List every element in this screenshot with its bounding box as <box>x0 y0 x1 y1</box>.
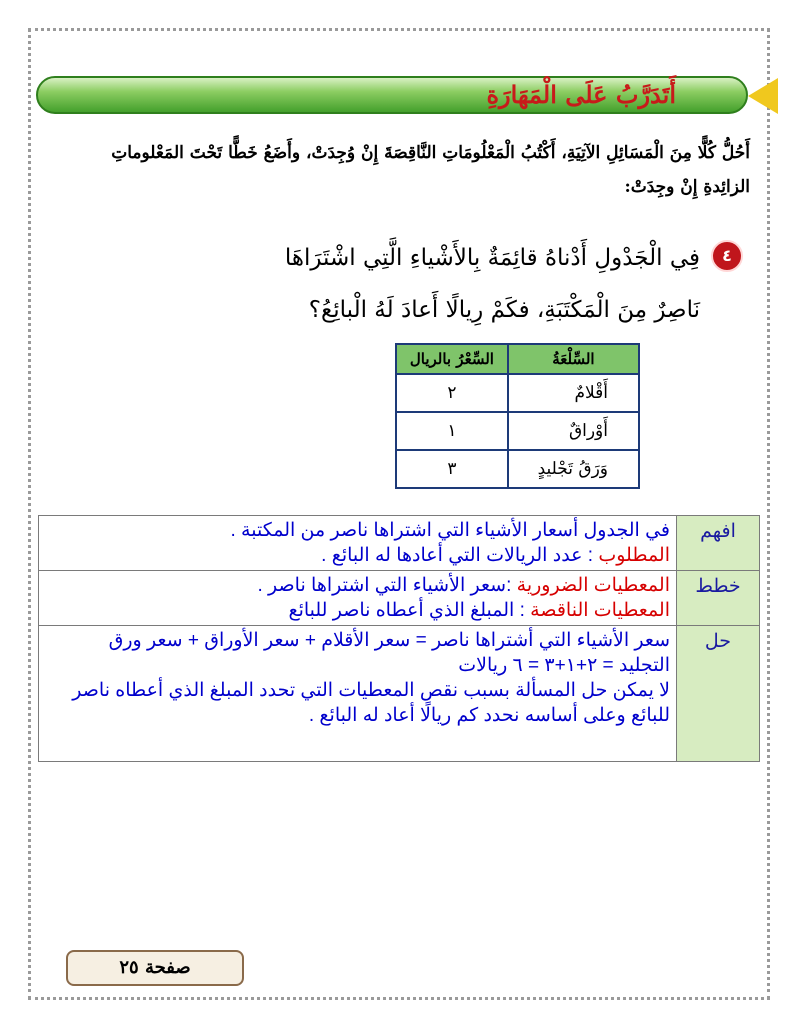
missing-label: المعطيات الناقصة <box>530 600 670 621</box>
skill-banner <box>36 76 748 114</box>
page-number-box: صفحة ٢٥ <box>66 950 244 986</box>
instructions-text: أَحُلُّ كُلًّا مِنَ الْمَسَائِلِ الآتِيَةِ، أَكْتُبُ الْمَعْلُومَاتِ النَّاقِصَةَ إِنْ وُجِدَتْ، وأَضَعُ خَطًّا تَحْتَ المَعْلوماتِ الزائِدةِ إِنْ وجِدَتْ: <box>111 143 750 197</box>
required-text: : عدد الريالات التي أعادها له البائع . <box>321 545 594 566</box>
plan-content <box>39 571 677 626</box>
solve-line: التجليد = ٢+١+٣ = ٦ ريالات <box>458 655 670 676</box>
solve-content <box>39 626 677 762</box>
table-row <box>396 374 639 412</box>
problem-text: فِي الْجَدْولِ أَدْناهُ قائِمَةٌ بِالأَشْياءِ الَّتِي اشْتَرَاهَا نَاصِرٌ مِنَ الْمَكْتَبَةِ، فكَمْ رِيالًا أَعادَ لَهُ الْبائِعُ؟ <box>284 245 700 323</box>
missing-text: : المبلغ الذي أعطاه ناصر للبائع <box>288 600 525 621</box>
required-line <box>45 543 670 568</box>
header-item: السِّلْعَةُ <box>508 344 639 374</box>
arrow-icon <box>748 78 778 114</box>
required-label: المطلوب <box>598 545 670 566</box>
understand-line: في الجدول أسعار الأشياء التي اشتراها ناصر من المكتبة . <box>230 520 670 541</box>
item-price: ٣ <box>396 450 508 488</box>
header-price: السِّعْرُ بالريال <box>396 344 508 374</box>
understand-label: افهم <box>677 516 760 571</box>
items-price-table <box>395 343 640 489</box>
banner-title: أَتَدَرَّبُ عَلَى الْمَهَارَةِ <box>486 80 676 109</box>
missing-line <box>45 598 670 623</box>
table-header-row <box>396 344 639 374</box>
given-label: المعطيات الضرورية <box>516 575 670 596</box>
plan-label: خطط <box>677 571 760 626</box>
given-line <box>45 573 670 598</box>
given-text: :سعر الأشياء التي اشتراها ناصر . <box>257 575 512 596</box>
understand-content <box>39 516 677 571</box>
item-price: ١ <box>396 412 508 450</box>
solve-label: حل <box>677 626 760 762</box>
solve-line: لا يمكن حل المسألة بسبب نقص المعطيات التي تحدد المبلغ الذي أعطاه ناصر <box>72 680 670 701</box>
table-row <box>396 412 639 450</box>
item-name: أَوْراقٌ <box>508 412 639 450</box>
solution-table <box>38 515 760 762</box>
table-row <box>396 450 639 488</box>
problem-number-badge: ٤ <box>711 240 743 272</box>
solve-row <box>39 626 760 762</box>
understand-row <box>39 516 760 571</box>
item-name: أَقْلامٌ <box>508 374 639 412</box>
item-name: وَرَقُ تَجْليدٍ <box>508 450 639 488</box>
solve-line: سعر الأشياء التي أشتراها ناصر = سعر الأقلام + سعر الأوراق + سعر ورق <box>108 630 670 651</box>
item-price: ٢ <box>396 374 508 412</box>
solve-line: للبائع وعلى أساسه نحدد كم ريالًا أعاد له البائع . <box>308 705 670 726</box>
plan-row <box>39 571 760 626</box>
